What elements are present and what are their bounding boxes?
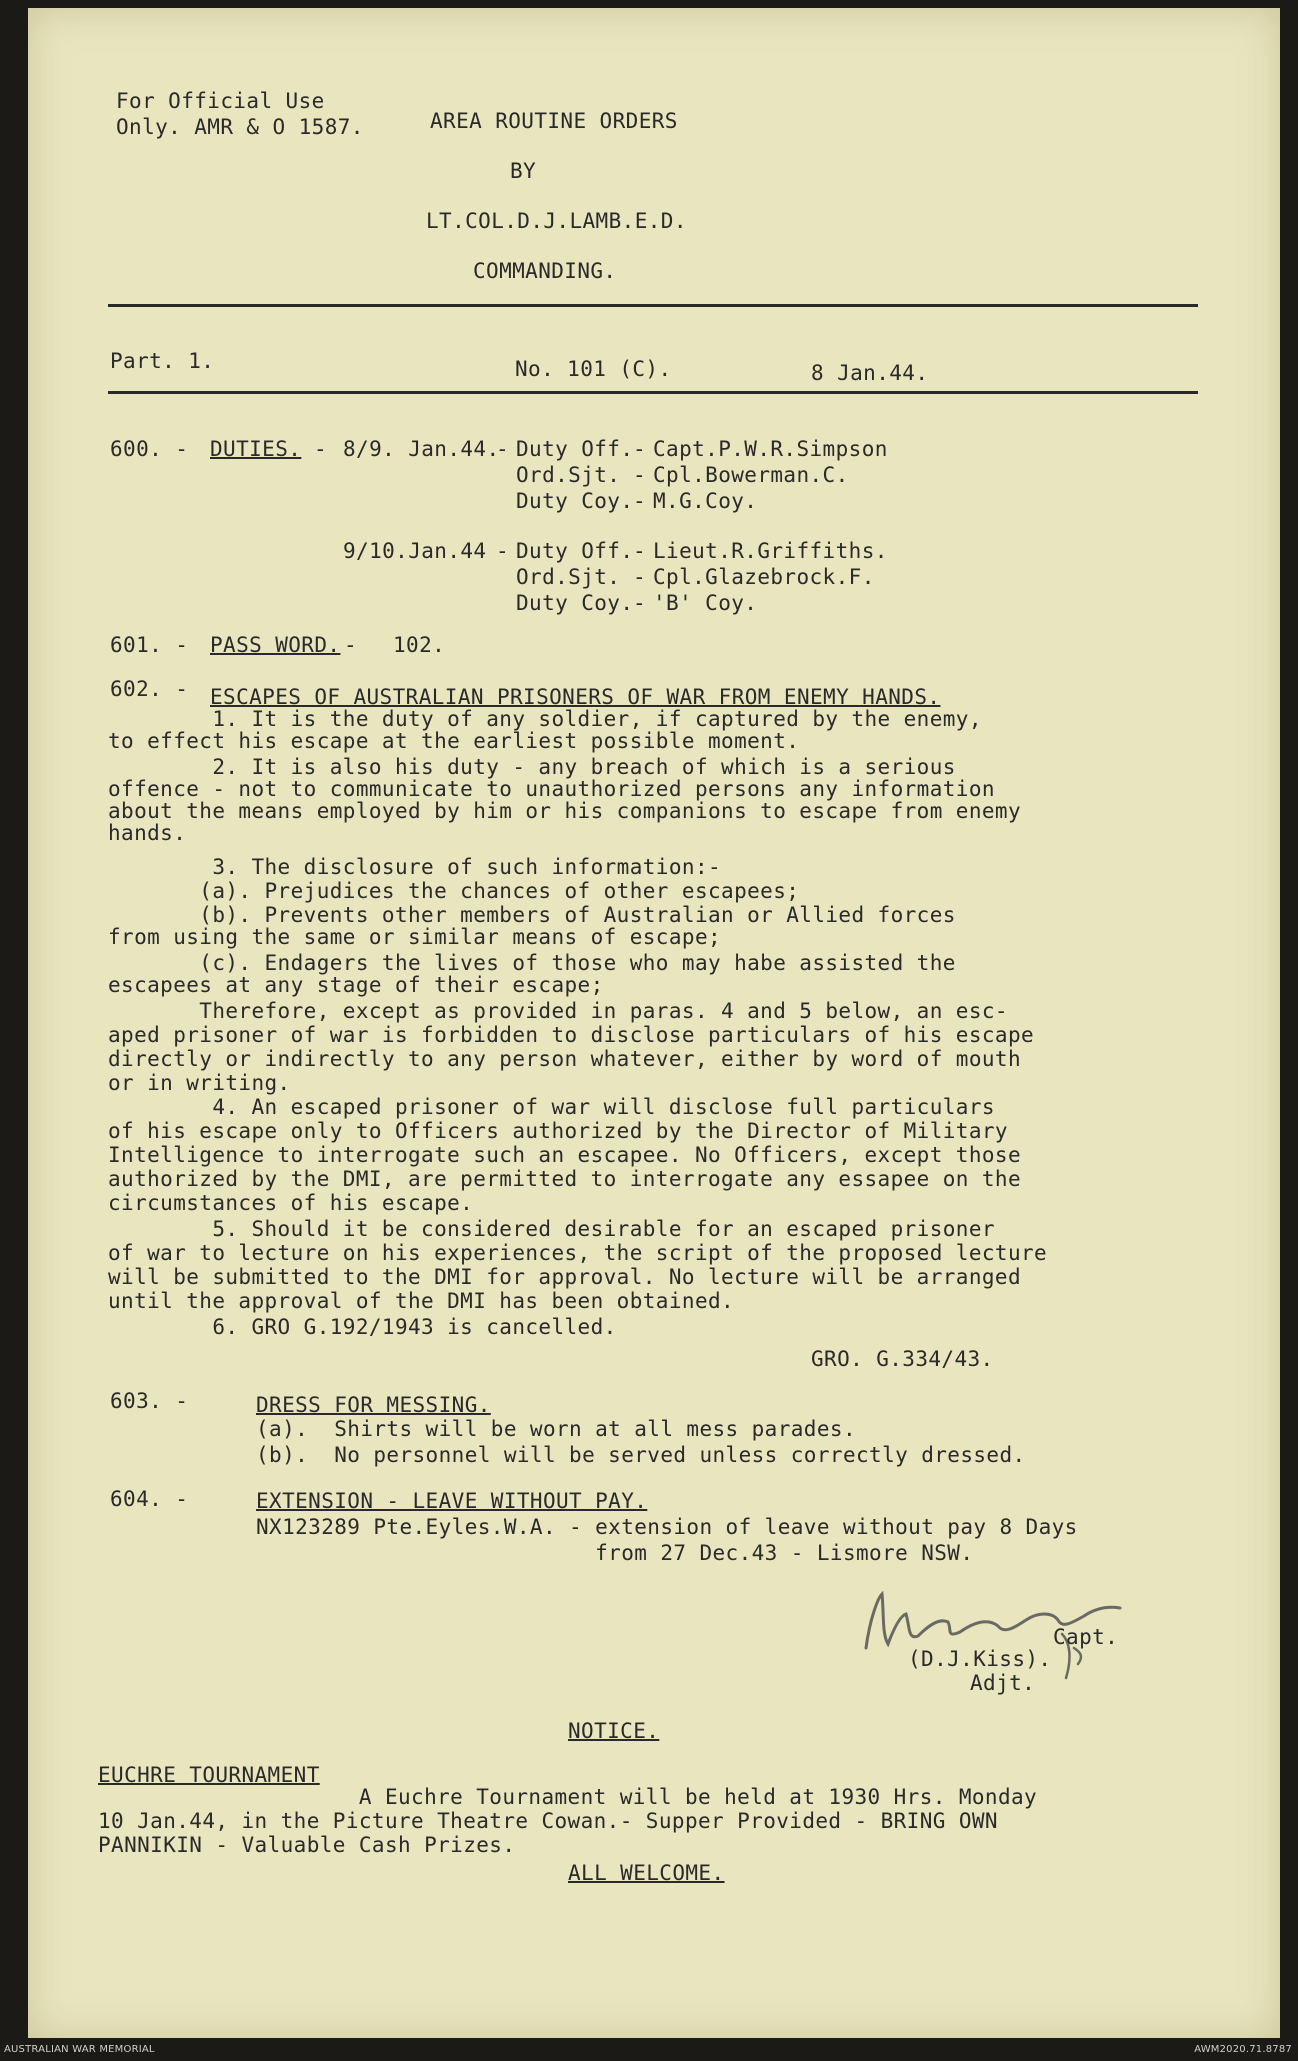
notice-line: PANNIKIN - Valuable Cash Prizes. xyxy=(98,1833,516,1857)
extension-line: NX123289 Pte.Eyles.W.A. - extension of leave without pay 8 Days xyxy=(256,1515,1078,1539)
paragraph-line: 3. The disclosure of such information:- xyxy=(108,855,722,879)
notice-heading: NOTICE. xyxy=(568,1719,660,1743)
order-number: No. 101 (C). xyxy=(515,357,672,381)
paragraph-line: circumstances of his escape. xyxy=(108,1191,474,1215)
item-600-heading: DUTIES. xyxy=(210,437,302,461)
dress-rule-b: (b). No personnel will be served unless correctly dressed. xyxy=(256,1443,1026,1467)
duty-sep: - xyxy=(633,565,647,589)
item-601-value: 102. xyxy=(393,633,446,657)
header-rule-top xyxy=(108,304,1198,307)
item-601-dash: - xyxy=(344,633,358,657)
duty-person: Cpl.Glazebrock.F. xyxy=(653,565,875,589)
duty-role: Duty Coy. xyxy=(516,489,634,513)
header-rule-bottom xyxy=(108,391,1198,394)
title-by: BY xyxy=(510,159,537,183)
duty-sep: - xyxy=(633,591,647,615)
item-600-number: 600. - xyxy=(110,437,189,461)
paragraph-line: or in writing. xyxy=(108,1071,291,1095)
paragraph-line: will be submitted to the DMI for approval. No lecture will be arranged xyxy=(108,1265,1022,1289)
item-602-heading: ESCAPES OF AUSTRALIAN PRISONERS OF WAR FROM ENEMY HANDS. xyxy=(210,685,941,709)
signature-rank: Capt. xyxy=(1053,1625,1119,1649)
duty-role: Duty Coy. xyxy=(516,591,634,615)
item-602-number: 602. - xyxy=(110,677,189,701)
duty-sep: - xyxy=(633,463,647,487)
official-use-line-1: For Official Use xyxy=(116,89,325,113)
duty-person: Cpl.Bowerman.C. xyxy=(653,463,849,487)
duty-dash: - xyxy=(496,539,510,563)
dress-rule-a: (a). Shirts will be worn at all mess parades. xyxy=(256,1417,856,1441)
duty-dash: - xyxy=(496,437,510,461)
paragraph-line: aped prisoner of war is forbidden to disclose particulars of his escape xyxy=(108,1023,1035,1047)
order-date: 8 Jan.44. xyxy=(811,361,929,385)
part-label: Part. 1. xyxy=(110,349,215,373)
item-604-number: 604. - xyxy=(110,1487,189,1511)
duty-sep: - xyxy=(633,489,647,513)
item-603-number: 603. - xyxy=(110,1389,189,1413)
paragraph-line: about the means employed by him or his companions to escape from enemy xyxy=(108,799,1022,823)
footer-credit: AUSTRALIAN WAR MEMORIAL xyxy=(4,2044,155,2055)
paragraph-line: 4. An escaped prisoner of war will disclose full particulars xyxy=(108,1095,995,1119)
item-600-dash: - xyxy=(314,437,328,461)
paragraph-line: Intelligence to interrogate such an escapee. No Officers, except those xyxy=(108,1143,1022,1167)
duty-person: Lieut.R.Griffiths. xyxy=(653,539,888,563)
paragraph-line: escapees at any stage of their escape; xyxy=(108,973,604,997)
duty-role: Duty Off. xyxy=(516,539,634,563)
signature-title: Adjt. xyxy=(970,1671,1036,1695)
paragraph-line: 6. GRO G.192/1943 is cancelled. xyxy=(108,1315,617,1339)
paragraph-line: offence - not to communicate to unauthorized persons any information xyxy=(108,777,995,801)
paragraph-line: directly or indirectly to any person whatever, either by word of mouth xyxy=(108,1047,1022,1071)
title-commanding: COMMANDING. xyxy=(473,259,617,283)
paragraph-line: (c). Endagers the lives of those who may habe assisted the xyxy=(108,951,956,975)
paragraph-line: to effect his escape at the earliest possible moment. xyxy=(108,729,800,753)
duty-date: 8/9. Jan.44. xyxy=(343,437,500,461)
duty-role: Ord.Sjt. xyxy=(516,565,621,589)
paragraph-line: from using the same or similar means of escape; xyxy=(108,925,722,949)
duty-date: 9/10.Jan.44 xyxy=(343,539,487,563)
notice-closing: ALL WELCOME. xyxy=(568,1861,725,1885)
notice-line: 10 Jan.44, in the Picture Theatre Cowan.- Supper Provided - BRING OWN xyxy=(98,1809,998,1833)
paragraph-line: until the approval of the DMI has been obtained. xyxy=(108,1289,735,1313)
duty-person: M.G.Coy. xyxy=(653,489,758,513)
footer-accession: AWM2020.71.8787 xyxy=(1194,2044,1292,2055)
duty-sep: - xyxy=(633,437,647,461)
duty-sep: - xyxy=(633,539,647,563)
item-602-reference: GRO. G.334/43. xyxy=(811,1347,994,1371)
document-page xyxy=(28,8,1280,2038)
paragraph-line: 5. Should it be considered desirable for an escaped prisoner xyxy=(108,1217,995,1241)
paragraph-line: 1. It is the duty of any soldier, if captured by the enemy, xyxy=(108,707,982,731)
signature-name: (D.J.Kiss). xyxy=(908,1647,1052,1671)
paragraph-line: 2. It is also his duty - any breach of which is a serious xyxy=(108,755,956,779)
official-use-line-2: Only. AMR & O 1587. xyxy=(116,115,364,139)
duty-person: 'B' Coy. xyxy=(653,591,758,615)
paragraph-line: of his escape only to Officers authorized by the Director of Military xyxy=(108,1119,1008,1143)
duty-person: Capt.P.W.R.Simpson xyxy=(653,437,888,461)
paragraph-line: of war to lecture on his experiences, the script of the proposed lecture xyxy=(108,1241,1048,1265)
paragraph-line: Therefore, except as provided in paras. 4 and 5 below, an esc- xyxy=(108,999,1008,1023)
duty-role: Duty Off. xyxy=(516,437,634,461)
item-601-heading: PASS WORD. xyxy=(210,633,341,657)
paragraph-line: hands. xyxy=(108,821,187,845)
title-commander: LT.COL.D.J.LAMB.E.D. xyxy=(426,209,687,233)
notice-line: A Euchre Tournament will be held at 1930 Hrs. Monday xyxy=(98,1785,1038,1809)
notice-subheading: EUCHRE TOURNAMENT xyxy=(98,1763,320,1787)
paragraph-line: (b). Prevents other members of Australian or Allied forces xyxy=(108,903,956,927)
extension-line: from 27 Dec.43 - Lismore NSW. xyxy=(256,1541,974,1565)
title-orders: AREA ROUTINE ORDERS xyxy=(430,109,678,133)
item-601-number: 601. - xyxy=(110,633,189,657)
paragraph-line: authorized by the DMI, are permitted to interrogate any essapee on the xyxy=(108,1167,1022,1191)
duty-role: Ord.Sjt. xyxy=(516,463,621,487)
paragraph-line: (a). Prejudices the chances of other escapees; xyxy=(108,879,800,903)
item-603-heading: DRESS FOR MESSING. xyxy=(256,1393,491,1417)
item-604-heading: EXTENSION - LEAVE WITHOUT PAY. xyxy=(256,1489,648,1513)
